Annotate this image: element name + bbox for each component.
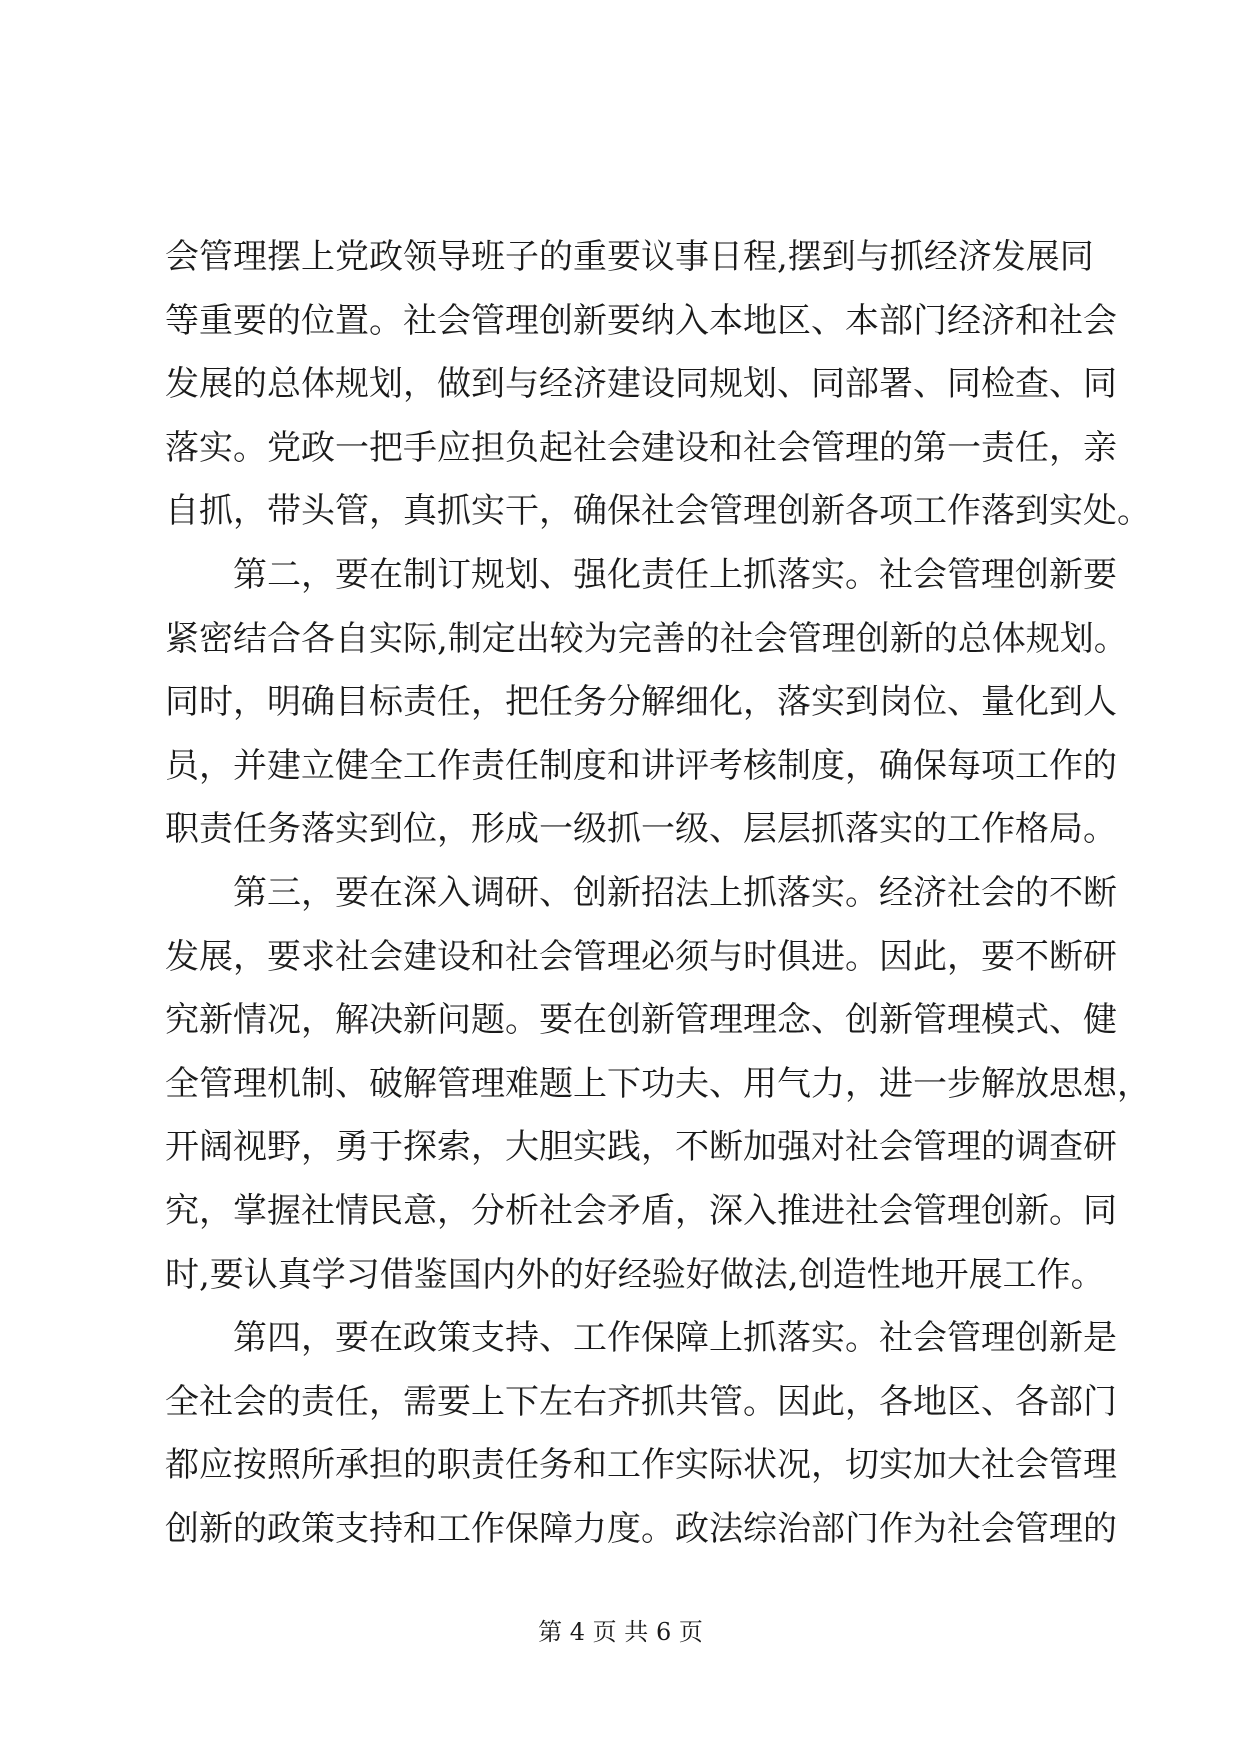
text-line: 会管理摆上党政领导班子的重要议事日程,摆到与抓经济发展同 — [165, 237, 1094, 277]
text-line: 究，掌握社情民意，分析社会矛盾，深入推进社会管理创新。同 — [165, 1190, 1117, 1231]
text-line: 紧密结合各自实际,制定出较为完善的社会管理创新的总体规划。 — [165, 618, 1128, 659]
document-body — [165, 226, 1151, 1561]
page-number-footer: 第 4 页 共 6 页 — [538, 1618, 703, 1646]
text-line: 发展，要求社会建设和社会管理必须与时俱进。因此，要不断研 — [165, 936, 1117, 977]
text-line: 都应按照所承担的职责任务和工作实际状况，切实加大社会管理 — [165, 1445, 1117, 1486]
text-line: 全管理机制、破解管理难题上下功夫、用气力，进一步解放思想， — [165, 1063, 1151, 1104]
text-line: 全社会的责任，需要上下左右齐抓共管。因此，各地区、各部门 — [165, 1381, 1117, 1422]
paragraph-start-line: 第四，要在政策支持、工作保障上抓落实。社会管理创新是 — [233, 1318, 1117, 1359]
text-line: 员，并建立健全工作责任制度和讲评考核制度，确保每项工作的 — [165, 745, 1117, 786]
text-line: 发展的总体规划，做到与经济建设同规划、同部署、同检查、同 — [165, 364, 1117, 405]
paragraph-start-line: 第三，要在深入调研、创新招法上抓落实。经济社会的不断 — [233, 872, 1117, 913]
paragraph-start-line: 第二，要在制订规划、强化责任上抓落实。社会管理创新要 — [233, 554, 1117, 595]
text-line: 职责任务落实到位，形成一级抓一级、层层抓落实的工作格局。 — [165, 809, 1117, 850]
text-line: 自抓，带头管，真抓实干，确保社会管理创新各项工作落到实处。 — [165, 491, 1151, 532]
text-line: 究新情况，解决新问题。要在创新管理理念、创新管理模式、健 — [165, 1000, 1117, 1041]
text-line: 创新的政策支持和工作保障力度。政法综治部门作为社会管理的 — [165, 1508, 1117, 1549]
text-line: 开阔视野，勇于探索，大胆实践，不断加强对社会管理的调查研 — [165, 1127, 1117, 1168]
text-line: 落实。党政一把手应担负起社会建设和社会管理的第一责任，亲 — [165, 427, 1117, 468]
text-line: 时,要认真学习借鉴国内外的好经验好做法,创造性地开展工作。 — [165, 1254, 1105, 1295]
text-line: 同时，明确目标责任，把任务分解细化，落实到岗位、量化到人 — [165, 682, 1117, 723]
text-line: 等重要的位置。社会管理创新要纳入本地区、本部门经济和社会 — [165, 300, 1117, 341]
